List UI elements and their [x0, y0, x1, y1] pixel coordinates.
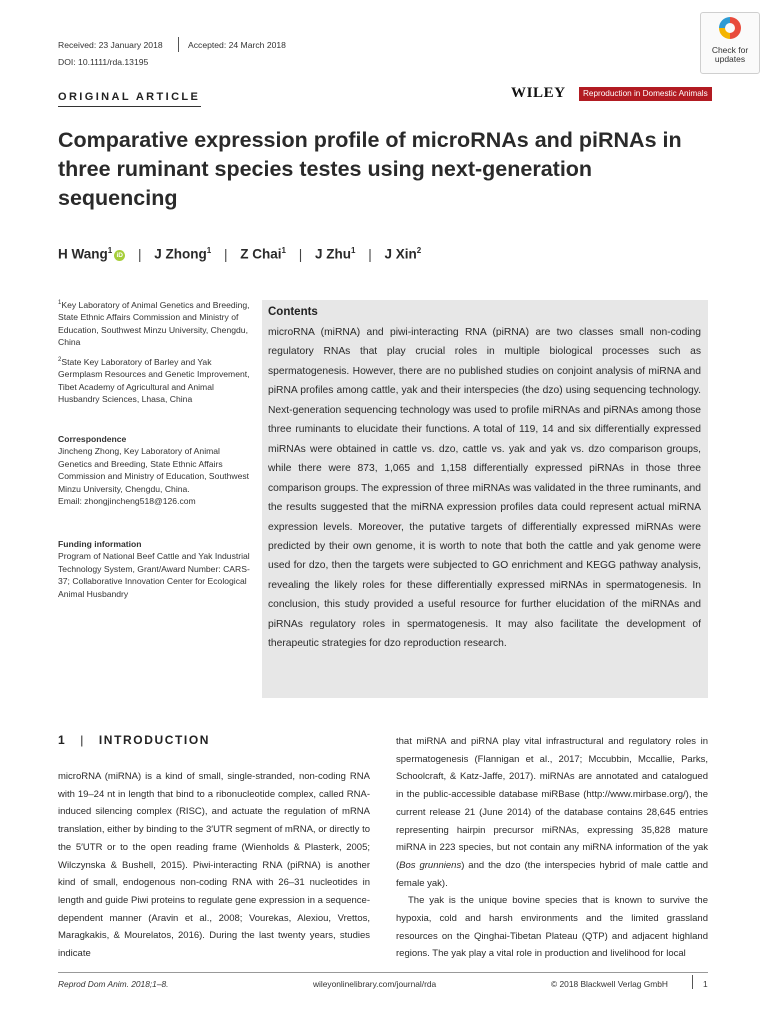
author-affiliation: 1: [206, 246, 212, 255]
funding-information: [58, 538, 254, 600]
article-type: ORIGINAL ARTICLE: [58, 91, 201, 103]
affiliation-text: State Key Laboratory of Barley and Yak Germplasm Resources and Genetic Improvement, Tibet Academy of Agricultural and Animal Husbandry Sciences, Lhasa, China: [58, 356, 250, 405]
body-column-right: [396, 733, 708, 963]
footer-rule: [58, 972, 708, 973]
check-updates-line2: updates: [714, 54, 746, 64]
affiliation-number: 2: [58, 357, 62, 363]
species-name: Bos grunniens: [399, 859, 462, 871]
affiliation-number: 1: [58, 300, 62, 306]
affiliation-2: [58, 354, 254, 405]
section-title: INTRODUCTION: [98, 733, 211, 747]
correspondence-heading: Correspondence: [58, 434, 127, 444]
article-type-underline: [58, 106, 201, 107]
author-affiliation: 1: [107, 246, 113, 255]
funding-heading: Funding information: [58, 539, 142, 549]
header-divider: [178, 37, 179, 52]
received-date: Received: 23 January 2018: [58, 40, 163, 50]
author-name[interactable]: J Xin: [384, 246, 417, 262]
section-number: 1: [58, 733, 67, 747]
body-column-left: [58, 768, 370, 963]
orcid-icon[interactable]: iD: [114, 250, 125, 261]
journal-badge: Reproduction in Domestic Animals: [579, 87, 712, 101]
check-updates-line1: Check for: [711, 45, 749, 55]
author-affiliation: 1: [281, 246, 286, 255]
footer-divider: [692, 975, 693, 989]
author-separator: |: [137, 246, 142, 262]
author-list: [58, 246, 421, 262]
funding-text: Program of National Beef Cattle and Yak Industrial Technology System, Grant/Award Number: CARS-37; Collaborative Innovation Center for Ecological Animal Husbandry: [58, 551, 250, 599]
footer-citation: Reprod Dom Anim. 2018;1–8.: [58, 979, 169, 989]
section-divider: |: [80, 733, 85, 747]
body-text: that miRNA and piRNA play vital infrastructural and regulatory roles in spermatogenesis (Flannigan et al., 2017; Mccubbin, Mccallie, Parks, Schoolcraft, & Katz-Jaffe, 2017). miRNAs are annotated and catalogued in the public-accessible database miRBase (http://www.mirbase.org/), the current release 21 (June 2014) of the database contains 28,645 entries representing hairpin precursor miRNAs, expressing 35,828 mature miRNA in 223 species, but not contain any miRNA information of the yak (: [396, 736, 708, 871]
footer-copyright: © 2018 Blackwell Verlag GmbH: [551, 979, 668, 989]
publisher-logo: WILEY: [511, 85, 566, 101]
check-for-updates-button[interactable]: [700, 12, 760, 74]
abstract-box: [262, 300, 708, 698]
page-number: 1: [703, 979, 708, 989]
author-affiliation: 1: [351, 246, 356, 255]
doi[interactable]: DOI: 10.1111/rda.13195: [58, 57, 149, 67]
correspondence-text: Jincheng Zhong, Key Laboratory of Animal Genetics and Breeding, State Ethnic Affairs Commission and Ministry of Education, Southwest Minzu University, Chengdu, China.: [58, 446, 250, 494]
abstract-text: microRNA (miRNA) and piwi-interacting RNA (piRNA) are two classes small non-coding regulatory RNAs that play crucial roles in multiple biological processes such as spermatogenesis. However, there are no published studies on conjoint analysis of miRNA and piRNA profiles among cattle, yak and their interspecies (the dzo) using sequencing technology. Next-generation sequencing technology was used to profile miRNAs and piRNAs among those three ruminants to elucidate their functions. A total of 119, 14 and six differentially expressed miRNAs were obtained in cattle vs. dzo, cattle vs. yak and yak vs. dzo comparison groups, while there were 873, 1,065 and 1,158 differentially expressed piRNAs in those three comparison groups. The expression of three miRNAs was validated in the three ruminants, and the results suggested that the miRNA expression profiles data could represent actual miRNA expression levels. Moreover, the putative targets of differentially expressed miRNAs were predicted by their own genome, it is worth to note that both the cattle and yak genome were used for dzo, then the targets were subjected to GO enrichment and KEGG pathway analysis, revealing the likely roles for these differentially expressed miRNAs in spermatogenesis. In conclusion, this study provided a useful resource for further elucidation of the miRNAs and piRNAs regulatory roles in spermatogenesis. It may also facilitate the development of therapeutic strategies for dzo reproduction research.: [268, 327, 701, 650]
author-separator: |: [298, 246, 303, 262]
body-paragraph: microRNA (miRNA) is a kind of small, single-stranded, non-coding RNA with 19–24 nt in length that bind to a ribonucleotide complex, called RNA-induced silencing complex (RISC), and actuate the regulation of mRNA translation, either by binding to the 3′UTR segment of mRNA, or directly to the 5′UTR or to the open reading frame (Wienholds & Plasterk, 2005; Wilczynska & Bushell, 2015). Piwi-interacting RNA (piRNA) is another kind of small, endogenous non-coding RNA with 26–31 nucleotides in length and guide Piwi proteins to regulate gene expression in a sequence-dependent manner (Aravin et al., 2008; Vourekas, Alexiou, Vrettos, Maragkakis, & Mourelatos, 2016). During the last twenty years, studies indicate: [58, 771, 370, 960]
body-text: ) and the dzo (the interspecies hybrid of male cattle and female yak).: [396, 859, 709, 889]
abstract-heading: Contents: [268, 306, 318, 318]
author-name[interactable]: J Zhong: [154, 246, 207, 262]
author-separator: |: [368, 246, 372, 262]
affiliation-text: Key Laboratory of Animal Genetics and Breeding, State Ethnic Affairs Commission and Ministry of Education, Southwest Minzu University, Chengdu, China: [58, 299, 250, 348]
author-separator: |: [223, 246, 228, 262]
author-name[interactable]: Z Chai: [240, 246, 282, 262]
correspondence: [58, 433, 254, 507]
author-affiliation: 2: [416, 246, 422, 255]
correspondence-email[interactable]: Email: zhongjincheng518@126.com: [58, 496, 196, 507]
footer-url[interactable]: wileyonlinelibrary.com/journal/rda: [313, 979, 437, 989]
author-name[interactable]: H Wang: [58, 246, 108, 262]
section-heading: [58, 733, 210, 747]
affiliation-1: [58, 297, 254, 348]
body-paragraph: The yak is the unique bovine species that is known to survive the hypoxia, cold and harsh environments and the limited grassland resources on the Qinghai-Tibetan Plateau (QTP) and adjacent highland regions. The yak play a vital role in production and livelihood for local: [396, 895, 708, 960]
author-name[interactable]: J Zhu: [315, 246, 352, 262]
accepted-date: Accepted: 24 March 2018: [188, 40, 286, 50]
article-title: Comparative expression profile of microRNAs and piRNAs in three ruminant species testes using next-generation sequencing: [58, 128, 682, 210]
check-updates-icon: [719, 17, 741, 39]
body-paragraph: [396, 733, 708, 892]
